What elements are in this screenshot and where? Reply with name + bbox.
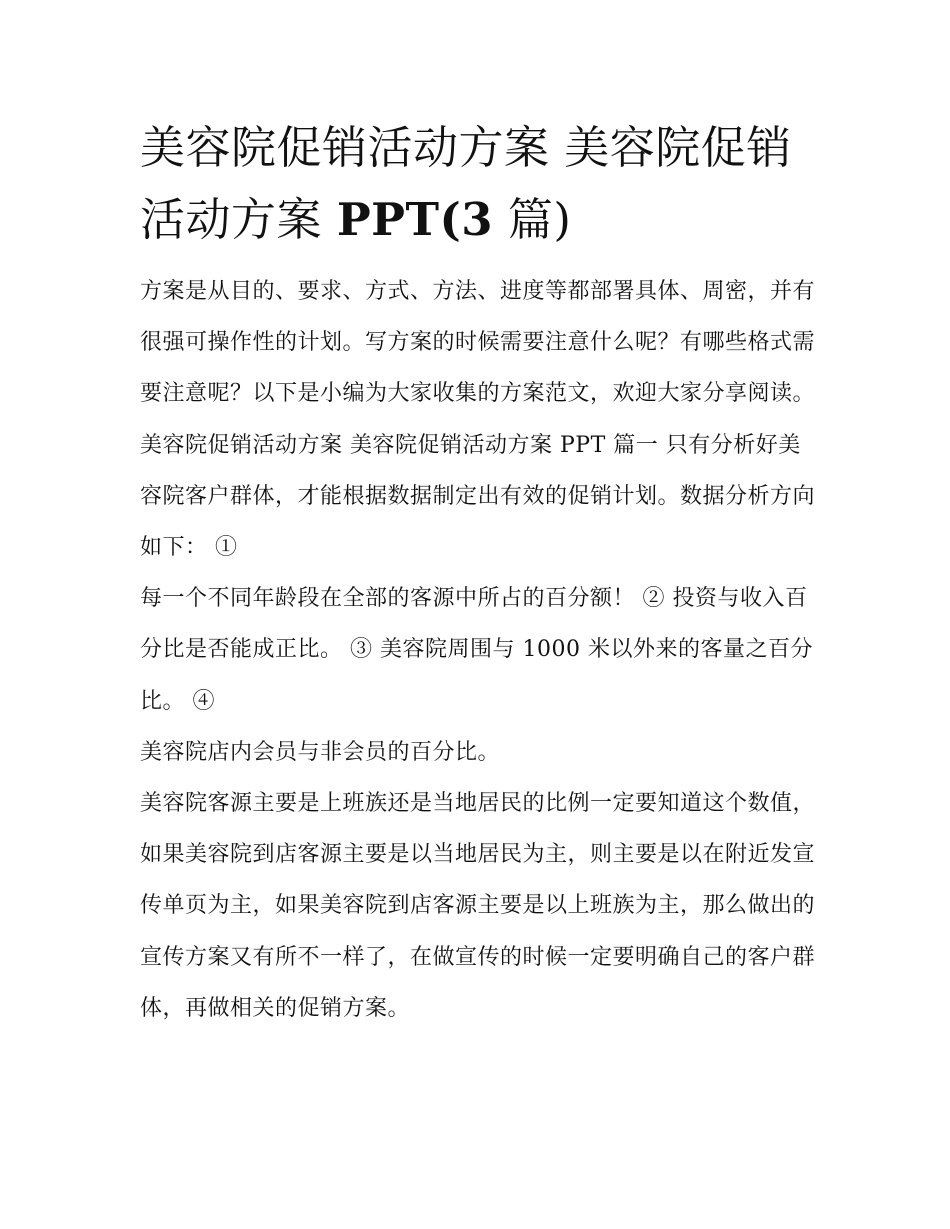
paragraph-customer-source: 美容院客源主要是上班族还是当地居民的比例一定要知道这个数值，如果美容院到店客源主要是以当地居民为主，则主要是以在附近发宣传单页为主，如果美容院到店客源主要是以上班族为主，那么做出的宣传方案又有所不一样了，在做宣传的时候一定要明确自己的客户群体，再做相关的促销方案。 bbox=[140, 791, 816, 1021]
document-content bbox=[140, 112, 820, 1034]
document-title bbox=[140, 112, 820, 256]
title-text-cjk: 美容院促销活动方案 美容院促销活动方案 bbox=[140, 121, 792, 246]
paragraph-section-one: 美容院促销活动方案 美容院促销活动方案 PPT 篇一 只有分析好美容院客户群体，才能根据数据制定出有效的促销计划。数据分析方向如下： ① bbox=[140, 432, 816, 561]
title-text-latin: PPT(3 bbox=[336, 193, 494, 246]
paragraph-analysis-points: 每一个不同年龄段在全部的客源中所占的百分额！ ② 投资与收入百分比是否能成正比。 ③ 美容院周围与 1000 米以外来的客量之百分比。 ④ bbox=[140, 586, 813, 714]
paragraph-member-ratio: 美容院店内会员与非会员的百分比。 bbox=[140, 739, 501, 765]
document-body bbox=[140, 266, 820, 1034]
paragraph-intro: 方案是从目的、要求、方式、方法、进度等都部署具体、周密，并有很强可操作性的计划。写方案的时候需要注意什么呢？有哪些格式需要注意呢？以下是小编为大家收集的方案范文，欢迎大家分享阅读。 bbox=[140, 279, 816, 407]
title-text-suffix: 篇) bbox=[507, 193, 572, 246]
